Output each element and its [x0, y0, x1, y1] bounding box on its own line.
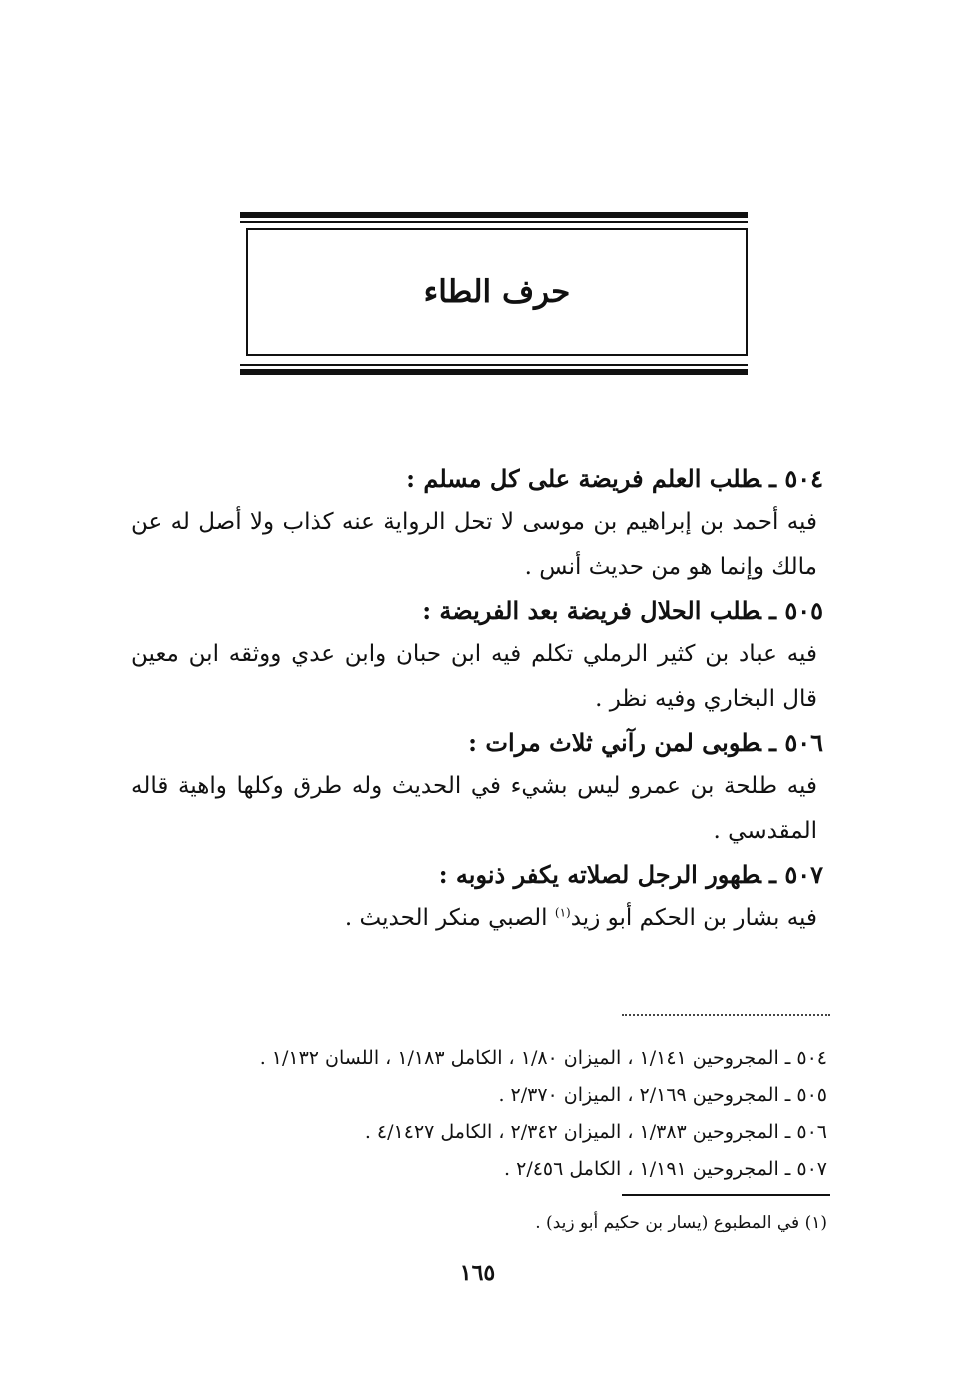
footnote: (١) في المطبوع (يسار بن حكيم أبو زيد) .: [535, 1213, 827, 1233]
entry-heading-text: طلب الحلال فريضة بعد الفريضة :: [422, 596, 761, 625]
entry-body: فيه طلحة بن عمرو ليس بشيء في الحديث وله طرق وكلها واهية قاله المقدسي .: [131, 773, 817, 844]
entries-list: [131, 458, 823, 941]
chapter-title: حرف الطاء: [423, 274, 571, 310]
chapter-title-box: [246, 228, 748, 356]
footnote-separator: [622, 1194, 830, 1196]
entry-number: ٥٠٥ ـ: [768, 596, 823, 625]
reference-line: ٥٠٧ ـ المجروحين ١/١٩١ ، الكامل ٢/٤٥٦ .: [504, 1158, 827, 1180]
entry-body: [131, 896, 823, 941]
entry-number: ٥٠٤ ـ: [768, 464, 823, 493]
entry-body: فيه أحمد بن إبراهيم بن موسى لا تحل الرواية عنه كذاب ولا أصل له عن مالك وإنما هو من حديث أنس .: [131, 509, 817, 580]
entry-number: ٥٠٧ ـ: [768, 860, 823, 889]
entry-507: [131, 854, 823, 941]
reference-line: ٥٠٦ ـ المجروحين ١/٣٨٣ ، الميزان ٢/٣٤٢ ، الكامل ٤/١٤٢٧ .: [364, 1121, 827, 1143]
entry-body: فيه عباد بن كثير الرملي تكلم فيه ابن حبان وابن عدي ووثقه ابن معين قال البخاري وفيه نظر .: [131, 641, 817, 712]
footnote-marker[interactable]: (١): [554, 905, 571, 920]
entry-number: ٥٠٦ ـ: [768, 728, 823, 757]
entry-body-text: فيه بشار بن الحكم أبو زيد: [570, 905, 817, 931]
entry-body-text: الصبي منكر الحديث .: [344, 905, 555, 931]
entry-504: [131, 458, 823, 590]
entry-heading-text: طوبى لمن رآني ثلاث مرات :: [468, 728, 761, 757]
entry-heading: [131, 854, 823, 896]
title-bottom-rule: [240, 364, 748, 375]
title-top-rule: [240, 212, 748, 223]
entry-heading: [131, 722, 823, 764]
dotted-separator: [622, 1014, 830, 1026]
entry-heading-text: طهور الرجل لصلاته يكفر ذنوبه :: [438, 860, 761, 889]
entry-heading: [131, 590, 823, 632]
entry-heading-text: طلب العلم فريضة على كل مسلم :: [406, 464, 761, 493]
page-number: ١٦٥: [459, 1260, 496, 1286]
reference-line: ٥٠٤ ـ المجروحين ١/١٤١ ، الميزان ١/٨٠ ، الكامل ١/١٨٣ ، اللسان ١/١٣٢ .: [259, 1047, 827, 1069]
entry-heading: [131, 458, 823, 500]
entry-505: [131, 590, 823, 722]
entry-506: [131, 722, 823, 854]
reference-line: ٥٠٥ ـ المجروحين ٢/١٦٩ ، الميزان ٢/٣٧٠ .: [498, 1084, 827, 1106]
references-list: [127, 1040, 827, 1188]
